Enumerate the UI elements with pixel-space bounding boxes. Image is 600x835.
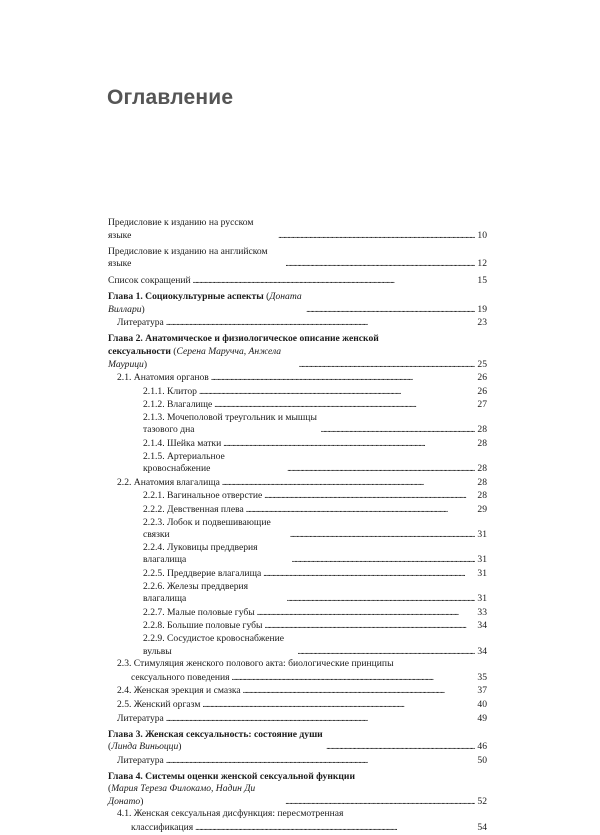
toc-page-number: 46 [477,741,487,753]
toc-page-number: 12 [477,258,487,270]
toc-entry-2-2-4[interactable] [108,542,487,567]
dot-leader [214,398,475,412]
toc-entry-2-2-5[interactable] [108,567,487,581]
dot-leader [246,503,476,517]
toc-page-number: 19 [477,303,487,315]
toc-entry-text-line-1: 4.1. Женская сексуальная дисфункция: пересмотренная [117,808,344,820]
toc-entry-2-3[interactable] [108,658,487,684]
toc-page-number: 34 [477,620,487,632]
dot-leader [166,754,476,768]
toc-entry-2-1-4[interactable] [108,437,487,451]
toc-entry-text: 2.2.1. Вагинальное отверстие [143,490,263,502]
toc-entry-text: Список сокращений [108,275,191,287]
page-title: Оглавление [107,86,234,109]
chapter-title-line-1: Глава 2. Анатомическое и физиологическое описание женской [108,333,379,345]
toc-entry-2-2-2[interactable] [108,503,487,517]
dot-leader [193,274,476,288]
toc-entry-text: 2.1.2. Влагалище [143,399,213,411]
dot-leader [223,437,475,451]
toc-entry-2-2-9[interactable] [108,633,487,658]
toc-entry-chapter-3[interactable]: Глава 3. Женская сексуальность: состояние души (Линда Виньоцци) . . . 46 [108,729,487,754]
toc-page-number: 33 [477,606,487,618]
dot-leader [166,712,476,726]
dot-leader [287,592,476,606]
toc-page-number: 25 [477,358,487,370]
dot-leader [306,303,475,317]
toc-page-number: 27 [477,399,487,411]
toc-entry-2-2[interactable] [108,476,487,490]
dot-leader [297,645,475,659]
toc-entry-abbreviations[interactable] [108,274,487,288]
toc-page-number: 28 [477,476,487,488]
toc-entry-text: 2.2.7. Малые половые губы [143,606,255,618]
toc-entry-2-1[interactable] [108,371,487,385]
toc-entry-chapter-2[interactable]: Глава 2. Анатомическое и физиологическое описание женской сексуальности (Серена Маручча, Анжела Маурици) . . . 25 [108,333,487,371]
toc-page-number: 34 [477,645,487,657]
dot-leader [299,358,476,372]
dot-leader [222,476,476,490]
toc-entry-text: Предисловие к изданию на английском языке [108,245,268,270]
toc-page-number: 37 [477,685,487,697]
dot-leader [285,257,475,271]
toc-page-number: 31 [477,593,487,605]
dot-leader [321,423,476,437]
toc-entry-text: 2.1.5. Артериальное кровоснабжение [143,450,225,475]
dot-leader [202,698,475,712]
dot-leader [278,229,475,243]
dot-leader [199,385,475,399]
toc-entry-text: 2.2. Анатомия влагалища [117,476,220,488]
toc-entry-2-2-1[interactable] [108,489,487,503]
toc-page-number: 26 [477,385,487,397]
toc-page-number: 10 [477,229,487,241]
dot-leader [264,489,475,503]
toc-entry-text: 2.1.4. Шейка матки [143,438,222,450]
toc-entry-text: 2.2.9. Сосудистое кровоснабжение вульвы [143,632,284,657]
dot-leader [292,553,476,567]
toc-entry-text: Литература [117,754,164,766]
dot-leader [257,606,476,620]
dot-leader [287,462,475,476]
dot-leader [211,371,476,385]
toc-entry-text: 2.2.3. Лобок и подвешивающие связки [143,516,271,541]
toc-entry-text-line-2: классификация [131,822,194,834]
chapter-title-line-2: сексуальности [108,345,171,357]
toc-entry-2-1-5[interactable] [108,451,487,476]
toc-entry-preface-english[interactable] [108,246,487,271]
toc-page-number: 23 [477,317,487,329]
chapter-author: Мария Тереза Филокамо, Надин Ди Донато [108,783,256,807]
dot-leader [166,316,476,330]
toc-entry-preface-russian[interactable] [108,217,487,242]
toc-page-number: 40 [477,698,487,710]
toc-page-number: 49 [477,712,487,724]
toc-page-number: 29 [477,504,487,516]
dot-leader [243,684,476,698]
toc-page-number: 31 [477,554,487,566]
toc-entry-text: 2.1.1. Клитор [143,385,197,397]
toc-entry-text: 2.1.3. Мочеполовой треугольник и мышцы тазового дна [143,411,317,436]
toc-entry-text: 2.5. Женский оргазм [117,698,201,710]
toc-entry-text: 2.2.5. Преддверие влагалища [143,568,262,579]
toc-entry-text: 2.2.2. Девственная плева [143,504,244,516]
toc-entry-chapter-3-literature[interactable] [108,754,487,768]
toc-entry-text: 2.1. Анатомия органов [117,372,209,384]
toc-page-number: 28 [477,438,487,450]
toc-page-number: 28 [477,463,487,475]
toc-entry-chapter-1[interactable]: Глава 1. Социокультурные аспекты (Доната Виллари) . . . 19 [108,291,487,316]
toc-page-number: 31 [477,529,487,541]
toc-entry-2-2-7[interactable] [108,606,487,620]
toc-entry-2-2-8[interactable] [108,619,487,633]
dot-leader [326,740,475,754]
chapter-title: Глава 3. Женская сексуальность: состояние души [108,728,323,740]
toc-entry-2-2-6[interactable] [108,581,487,606]
chapter-author: Линда Виньоцци [111,741,179,753]
toc-entry-chapter-2-literature[interactable] [108,712,487,726]
chapter-title: Глава 4. Системы оценки женской сексуальной функции [108,770,355,782]
toc-entry-text: Предисловие к изданию на русском языке [108,217,254,241]
toc-entry-text: 2.4. Женская эрекция и смазка [117,685,241,697]
toc-entry-2-1-3[interactable] [108,412,487,437]
toc-entry-2-1-2[interactable] [108,398,487,412]
toc-page-number: 28 [477,490,487,502]
dot-leader [264,619,475,633]
dot-leader [285,795,475,809]
dot-leader [290,528,476,542]
dot-leader [195,821,475,835]
toc-page-number: 26 [477,372,487,384]
toc-entry-text: Литература [117,712,164,724]
toc-page-number: 15 [477,275,487,287]
dot-leader [232,671,476,685]
chapter-author: Серена Маручча, Анжела Маурици [108,345,282,370]
toc-entry-text: 2.2.8. Большие половые губы [143,620,263,632]
toc-entry-2-5[interactable] [108,698,487,712]
toc-entry-chapter-4[interactable]: Глава 4. Системы оценки женской сексуальной функции (Мария Тереза Филокамо, Надин Ди Донато) . . . 52 [108,771,487,809]
toc-entry-2-4[interactable] [108,684,487,698]
toc-entry-2-2-3[interactable] [108,517,487,542]
toc-entry-chapter-1-literature[interactable] [108,316,487,330]
toc-entry-2-1-1[interactable] [108,385,487,399]
table-of-contents [108,217,487,835]
toc-page-number: 54 [477,822,487,834]
toc-page-number: 50 [477,754,487,766]
toc-page-number: 28 [477,424,487,436]
toc-entry-text-line-1: 2.3. Стимуляция женского полового акта: биологические принципы [117,658,394,670]
toc-page-number: 35 [477,671,487,683]
chapter-author: Доната Виллари [108,291,302,315]
toc-entry-text: Литература [117,317,164,329]
dot-leader [263,567,475,581]
chapter-title: Глава 1. Социокультурные аспекты [108,291,264,303]
toc-entry-text: 2.2.4. Луковицы преддверия влагалища [143,541,258,566]
toc-entry-text-line-2: сексуального поведения [131,671,230,683]
toc-page-number: 31 [477,568,487,579]
toc-page-number: 52 [477,795,487,807]
toc-entry-4-1[interactable] [108,808,487,834]
toc-entry-text: 2.2.6. Железы преддверия влагалища [143,580,249,605]
